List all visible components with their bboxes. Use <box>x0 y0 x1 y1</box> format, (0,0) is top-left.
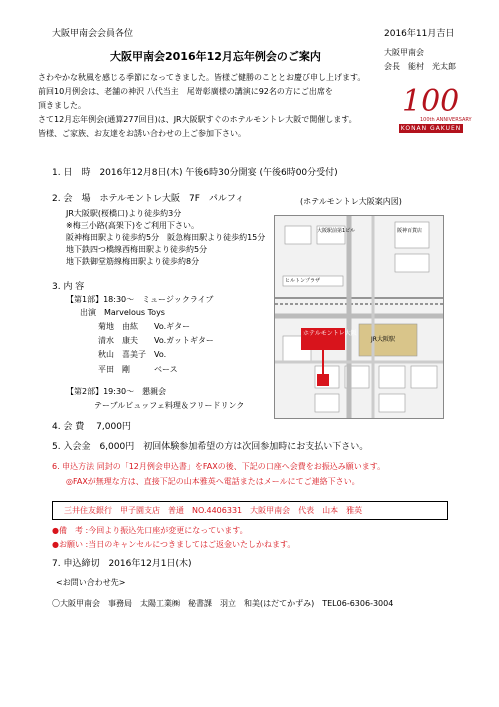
performer: 出演 Marvelous Toys <box>80 308 165 317</box>
member: 平田 剛 ベース <box>98 365 178 374</box>
fax-note: ◎FAXが無理な方は、直接下記の山本雅英へ電話またはメールにてご連絡下さい。 <box>66 477 360 486</box>
org-name: 大阪甲南会 <box>384 48 424 57</box>
access-line: 地下鉄御堂筋線梅田駅より徒歩約8分 <box>66 257 200 266</box>
logo-name: KONAN GAKUEN <box>400 125 462 132</box>
item-venue: 2. 会 場 ホテルモントレ大阪 7F パルフィ <box>52 194 245 204</box>
access-line: JR大阪駅(桜橋口)より徒歩約3分 <box>66 209 182 218</box>
intro-line: さて12月忘年例会(通算277回目)は、JR大阪駅すぐのホテルモントレ大阪で開催します。 <box>38 115 357 124</box>
item-application: 6. 申込方法 同封の「12月例会申込書」をFAXの後、下記の口座へ会費をお振込み願います。 <box>52 462 386 471</box>
contact-heading: <お問い合わせ先> <box>56 578 126 587</box>
intro-line: 頂きました。 <box>38 101 86 110</box>
item-entrance-fee: 5. 入会金 6,000円 初回体験参加希望の方は次回参加時にお支払い下さい。 <box>52 442 369 452</box>
map-label-ekimae: 大阪駅前第1ビル <box>317 228 356 234</box>
intro-line: 皆様、ご家族、お友達をお誘い合わせの上ご参加下さい。 <box>38 129 246 138</box>
intro-line: さわやかな秋風を感じる季節になってきました。皆様ご健勝のこととお慶び申し上げます。 <box>38 73 366 82</box>
page-title: 大阪甲南会2016年12月忘年例会のご案内 <box>110 50 321 63</box>
member: 菊地 由紘 Vo.ギター <box>98 322 191 331</box>
member: 秋山 喜美子 Vo. <box>98 350 167 359</box>
access-line: ※梅三小路(高架下)をご利用下さい。 <box>66 221 199 230</box>
logo-number: 100 <box>402 84 460 119</box>
recipient: 大阪甲南会会員各位 <box>52 29 134 39</box>
contact-info: 〇大阪甲南会 事務局 太陽工業㈱ 秘書課 羽立 和美(はだてかずみ) TEL06-6306-3004 <box>52 599 394 608</box>
issue-date: 2016年11月吉日 <box>384 29 455 39</box>
note-request: ●お願い :当日のキャンセルにつきましてはご返金いたしかねます。 <box>52 540 296 549</box>
map-label-hilton: ヒルトンプラザ <box>285 278 321 284</box>
member: 清水 康夫 Vo.ガットギター <box>98 336 214 345</box>
access-line: 阪神梅田駅より徒歩約5分 阪急梅田駅より徒歩約15分 <box>66 233 266 242</box>
map-label-hotel: ホテルモントレ大阪 <box>303 330 357 337</box>
president: 会長 能村 光太郎 <box>384 62 456 71</box>
item-date-time: 1. 日 時 2016年12月8日(木) 午後6時30分開宴 (午後6時00分受付) <box>52 168 338 178</box>
program-part2: 【第2部】19:30～ 懇親会 <box>66 387 167 396</box>
intro-line: 前回10月例会は、老舗の神沢 八代当主 尾嵜彰廣様の講演に92名の方にご出席を <box>38 87 333 96</box>
logo-tagline: 100th ANNIVERSARY <box>420 117 472 123</box>
program-part1: 【第1部】18:30～ ミュージックライブ <box>66 295 214 304</box>
map-label-hanshin: 阪神百貨店 <box>397 228 423 234</box>
item-fee: 4. 会 費 7,000円 <box>52 422 131 432</box>
note-remark: ●備 考 :今回より振込先口座が変更になっています。 <box>52 526 248 535</box>
program-part2-detail: テーブルビュッフェ料理＆フリードリンク <box>94 401 245 410</box>
venue-map <box>274 215 444 419</box>
map-label-jr: JR大阪駅 <box>371 336 395 343</box>
bank-account: 三井住友銀行 甲子園支店 普通 NO.4406331 大阪甲南会 代表 山本 雅英 <box>64 506 363 515</box>
map-caption: (ホテルモントレ大阪案内図) <box>300 197 402 206</box>
item-deadline: 7. 申込締切 2016年12月1日(木) <box>52 559 192 569</box>
item-contents: 3. 内 容 <box>52 282 85 292</box>
access-line: 地下鉄四つ橋線西梅田駅より徒歩約5分 <box>66 245 208 254</box>
map-graphic <box>275 216 443 418</box>
